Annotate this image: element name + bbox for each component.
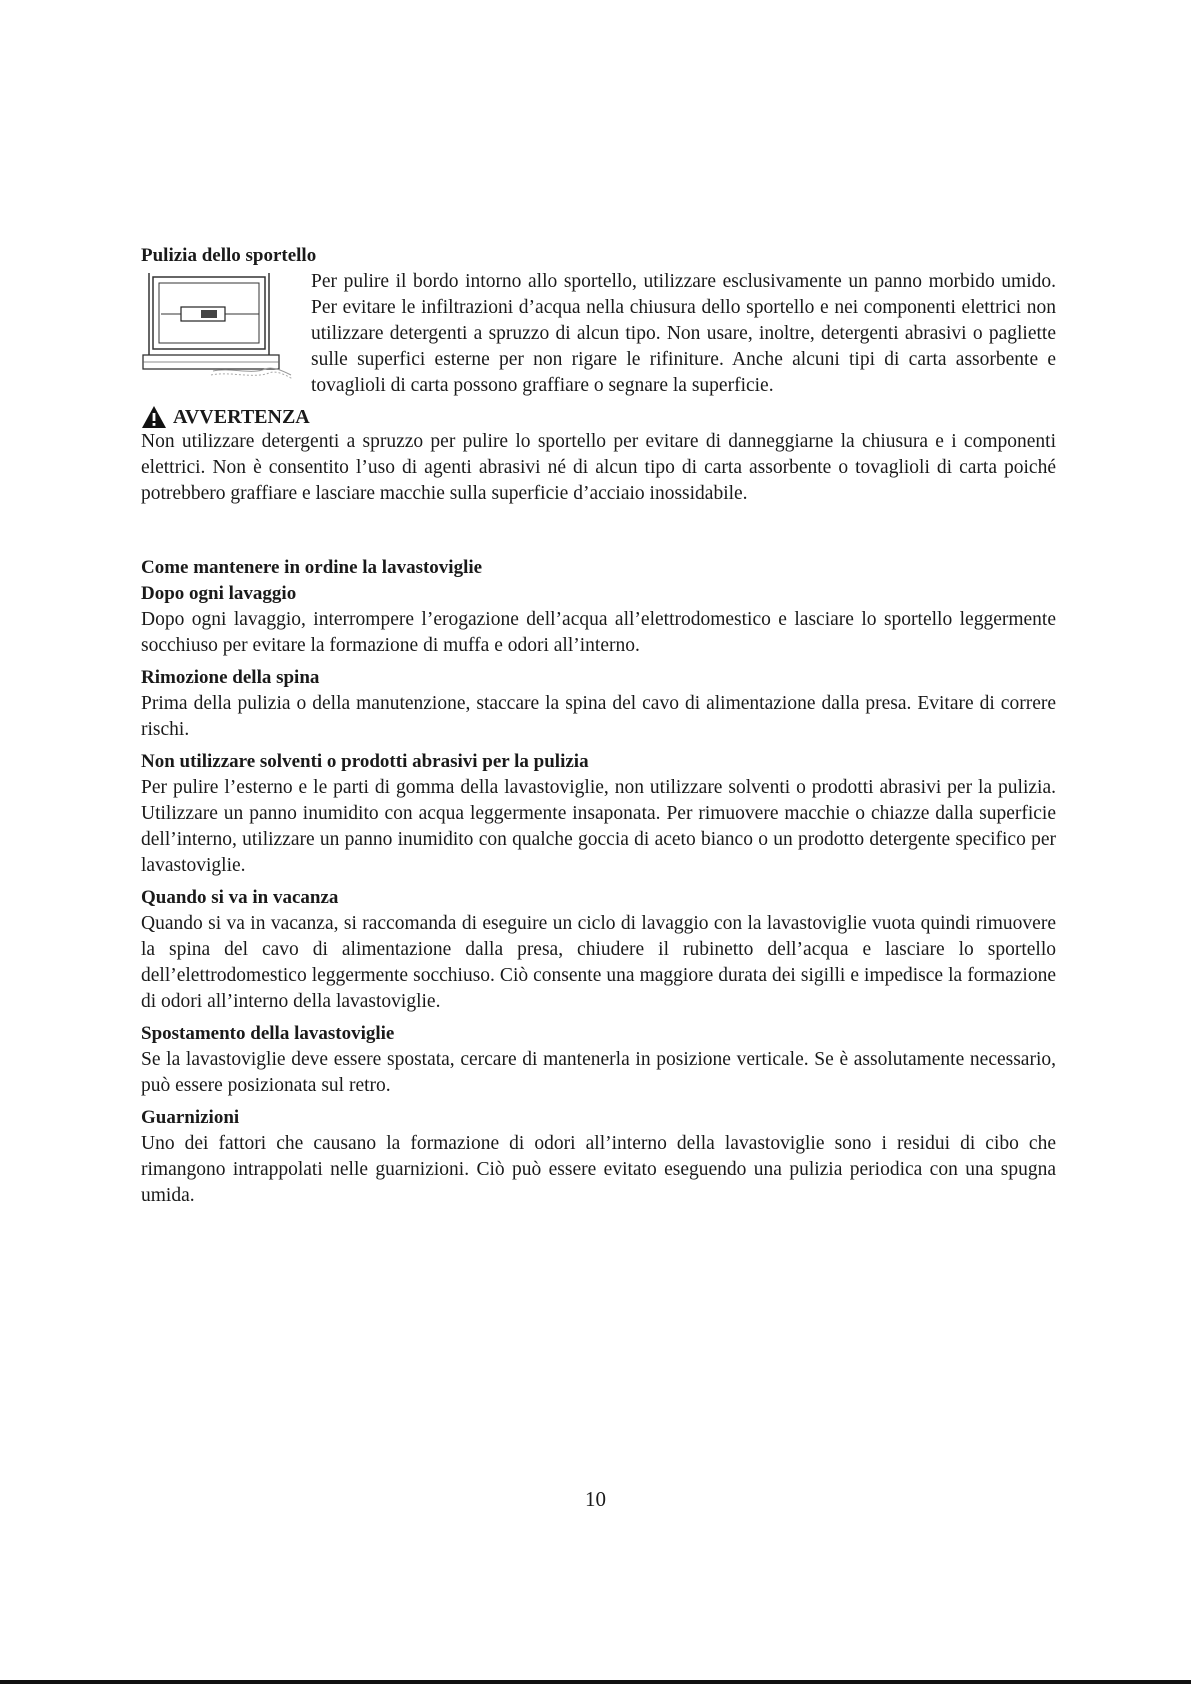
page-content: [141, 243, 1056, 1209]
subsection-text: Quando si va in vacanza, si raccomanda di eseguire un ciclo di lavaggio con la lavastoviglie vuota quindi rimuovere la spina del cavo di alimentazione dalla presa, chiudere il rubinetto dell’acqua e lasciare lo sportello dell’elettrodomestico leggermente socchiuso. Ciò consente una maggiore durata dei sigilli e impedisce la formazione di odori all’interno della lavastoviglie.: [141, 913, 1056, 1012]
door-cleaning-text: Per pulire il bordo intorno allo sportello, utilizzare esclusivamente un panno morbido umido. Per evitare le infiltrazioni d’acqua nella chiusura dello sportello e nei componenti elettrici non utilizzare detergenti a spruzzo di alcun tipo. Non usare, inoltre, detergenti abrasivi o pagliette sulle superfici esterne per non rigare le rifiniture. Anche alcuni tipi di carta assorbente e tovaglioli di carta possono graffiare o segnare la superficie.: [311, 271, 1056, 396]
subsection-heading: Dopo ogni lavaggio: [141, 583, 297, 604]
door-cleaning-row: [141, 269, 1056, 399]
warning-text: Non utilizzare detergenti a spruzzo per pulire lo sportello per evitare di danneggiarne la chiusura e i componenti elettrici. Non è consentito l’uso di agenti abrasivi né di alcun tipo di carta assorbente o tovaglioli di carta poiché potrebbero graffiare e lasciare macchie sulla superficie d’acciaio inossidabile.: [141, 431, 1056, 504]
subsection-heading: Non utilizzare solventi o prodotti abrasivi per la pulizia: [141, 751, 589, 772]
subsection-text: Per pulire l’esterno e le parti di gomma della lavastoviglie, non utilizzare solventi o prodotti abrasivi per la pulizia. Utilizzare un panno inumidito con acqua leggermente insaponata. Per rimuovere macchie o chiazze dalla superficie dell’interno, utilizzare un panno inumidito con qualche goccia di aceto bianco o un prodotto detergente specifico per lavastoviglie.: [141, 777, 1056, 876]
subsection-text: Dopo ogni lavaggio, interrompere l’erogazione dell’acqua all’elettrodomestico e lasciare lo sportello leggermente socchiuso per evitare la formazione di muffa e odori all’interno.: [141, 609, 1056, 656]
subsection-heading: Rimozione della spina: [141, 667, 320, 688]
subsection-text: Prima della pulizia o della manutenzione, staccare la spina del cavo di alimentazione dalla presa. Evitare di correre rischi.: [141, 693, 1056, 740]
subsection-text: Se la lavastoviglie deve essere spostata, cercare di mantenerla in posizione verticale. Se è assolutamente necessario, può essere posizionata sul retro.: [141, 1049, 1056, 1096]
warning-header: [141, 405, 1056, 429]
page-number: 10: [585, 1487, 606, 1511]
door-cleaning-title: Pulizia dello sportello: [141, 245, 317, 266]
warning-triangle-icon: [141, 405, 167, 429]
subsection-text: Uno dei fattori che causano la formazione di odori all’interno della lavastoviglie sono i residui di cibo che rimangono intrappolati nelle guarnizioni. Ciò può essere evitato eseguendo una pulizia periodica con una spugna umida.: [141, 1133, 1056, 1206]
bottom-border: [0, 1680, 1191, 1684]
subsection-heading: Quando si va in vacanza: [141, 887, 339, 908]
subsection-heading: Spostamento della lavastoviglie: [141, 1023, 395, 1044]
subsection-heading: Guarnizioni: [141, 1107, 240, 1128]
maintenance-title: Come mantenere in ordine la lavastoviglie: [141, 557, 483, 578]
warning-title: AVVERTENZA: [173, 405, 310, 428]
dishwasher-door-illustration: [141, 271, 301, 399]
